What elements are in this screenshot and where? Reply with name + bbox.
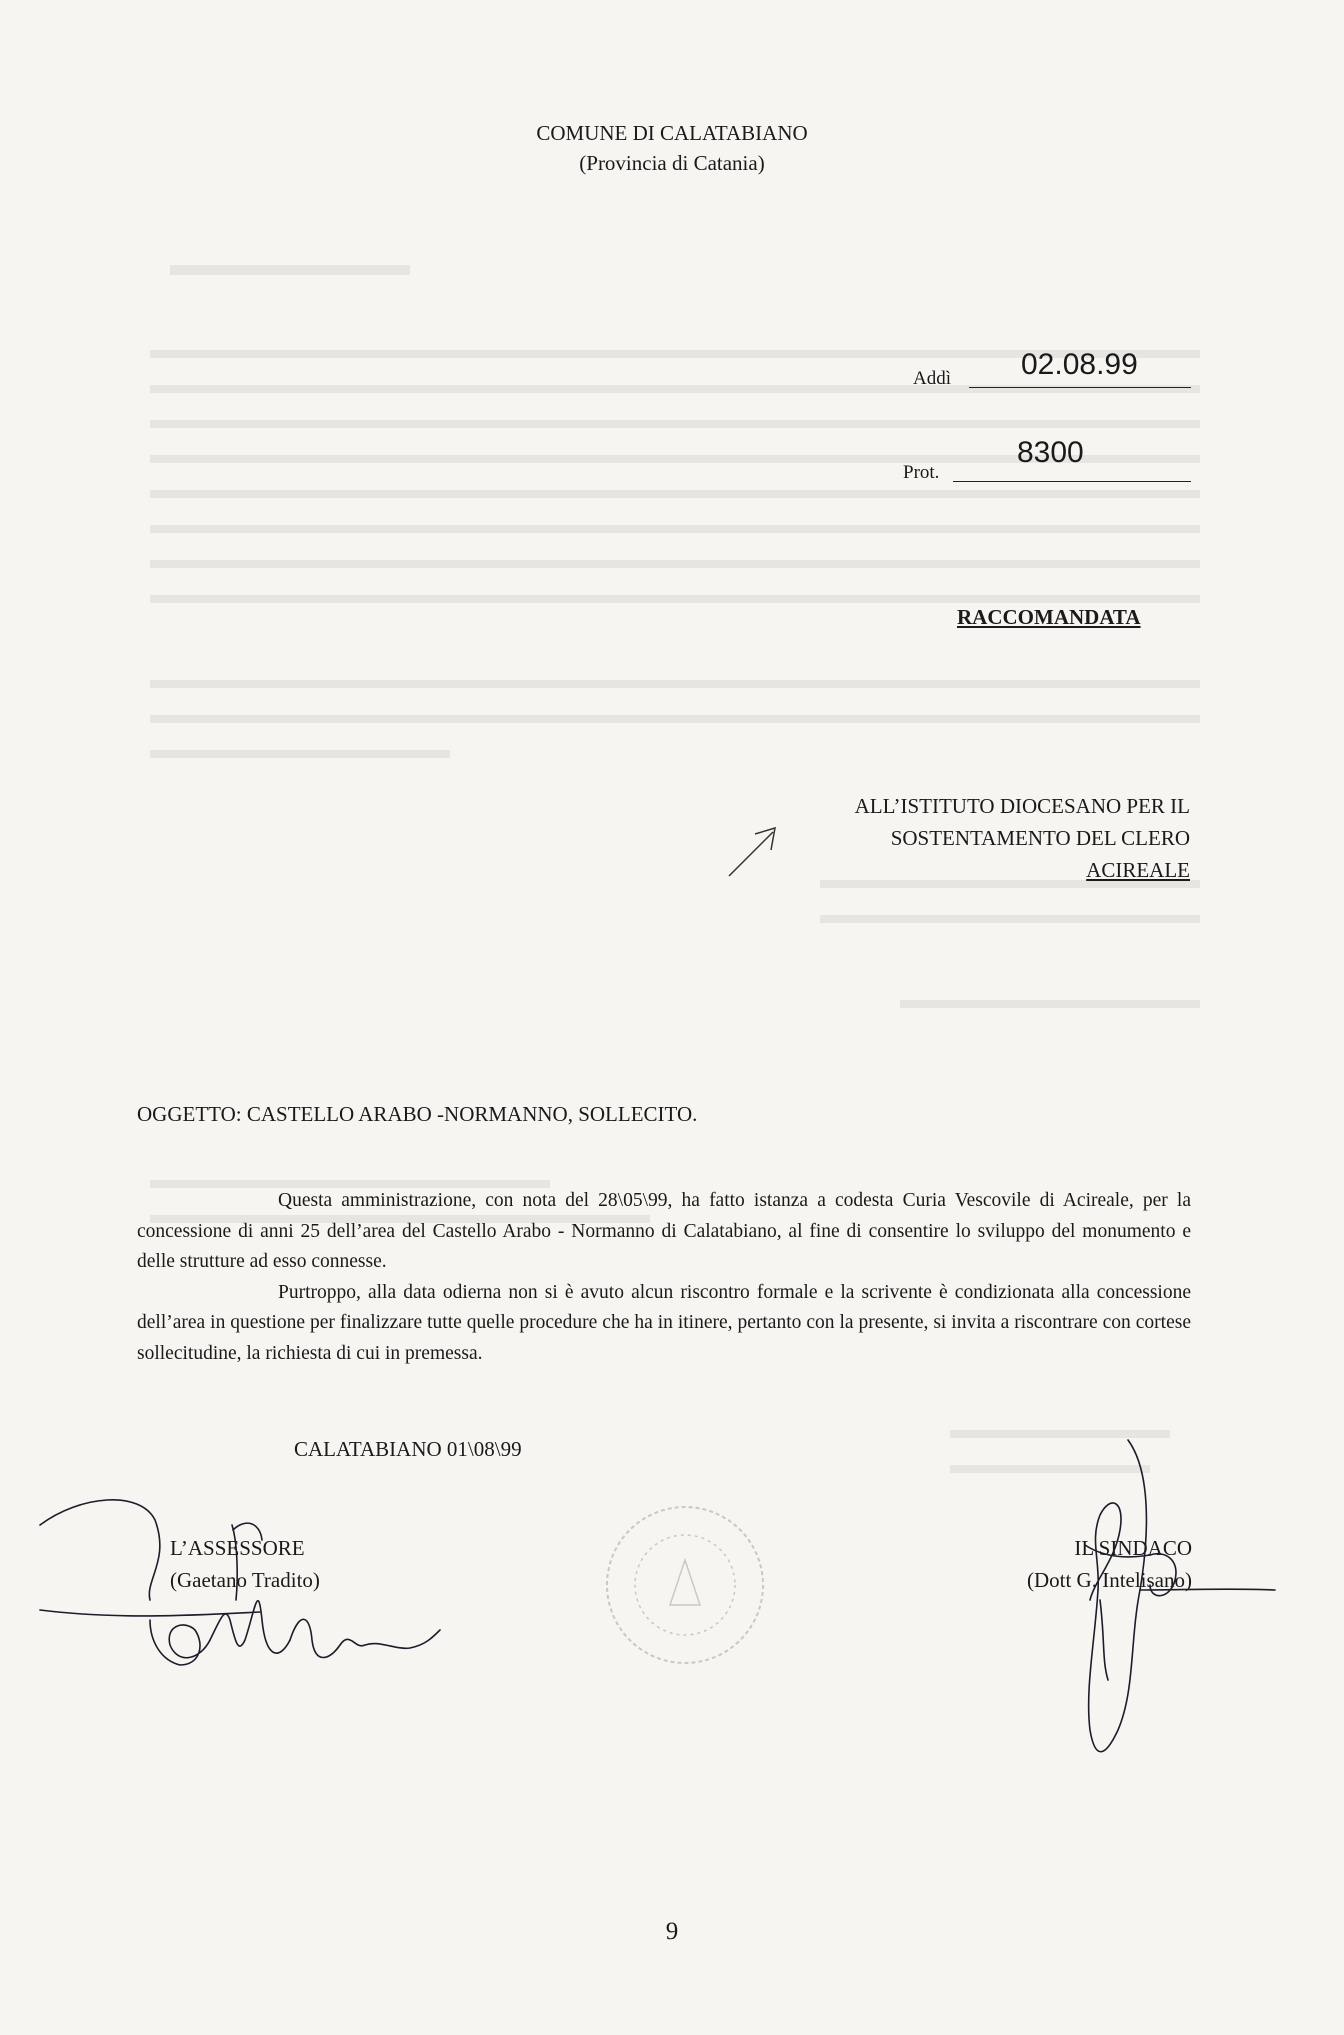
protocol-underline (953, 481, 1191, 482)
letter-body (137, 1186, 1191, 1369)
mayor-title: IL SINDACO (1074, 1536, 1192, 1560)
province-name: (Provincia di Catania) (579, 151, 765, 175)
subject-line: OGGETTO: CASTELLO ARABO -NORMANNO, SOLLECITO. (137, 1102, 698, 1126)
date-label: Addì (913, 368, 951, 389)
protocol-label: Prot. (903, 462, 940, 483)
assessor-title: L’ASSESSORE (170, 1536, 305, 1560)
assessor-signature-block (170, 1532, 320, 1596)
assessor-name: (Gaetano Tradito) (170, 1568, 320, 1592)
place-and-date: CALATABIANO 01\08\99 (294, 1437, 522, 1461)
date-field (913, 346, 1191, 390)
arrow-mark-icon (725, 820, 785, 880)
date-value: 02.08.99 (1021, 348, 1138, 381)
date-underline (969, 387, 1191, 388)
mayor-name: (Dott G. Intelisano) (1026, 1568, 1192, 1592)
letterhead (0, 118, 1344, 178)
body-paragraph-1: Questa amministrazione, con nota del 28\05\99, ha fatto istanza a codesta Curia Vescovile di Acireale, per la concessione di anni 25 dell’area del Castello Arabo - Normanno di Calatabiano, al fine di consentire lo sviluppo del monumento e delle strutture ad esso connesse. (137, 1190, 1191, 1272)
official-stamp-icon (600, 1500, 770, 1670)
recipient-line-2: SOSTENTAMENTO DEL CLERO (890, 826, 1190, 850)
page-number: 9 (665, 1918, 679, 1945)
mayor-signature-block (1027, 1532, 1192, 1596)
protocol-field (903, 436, 1191, 484)
recipient-block (855, 790, 1190, 886)
body-paragraph-2: Purtroppo, alla data odierna non si è avuto alcun riscontro formale e la scrivente è condizionata alla concessione dell’area in questione per finalizzare tutte quelle procedure che ha in itinere, pertanto con la presente, si invita a riscontrare con cortese sollecitudine, la richiesta di cui in premessa. (137, 1281, 1191, 1364)
protocol-value: 8300 (1017, 436, 1084, 469)
recipient-city: ACIREALE (1086, 858, 1190, 882)
recipient-line-1: ALL’ISTITUTO DIOCESANO PER IL (854, 794, 1190, 818)
delivery-type: RACCOMANDATA (957, 605, 1141, 629)
municipality-name: COMUNE DI CALATABIANO (536, 121, 808, 145)
